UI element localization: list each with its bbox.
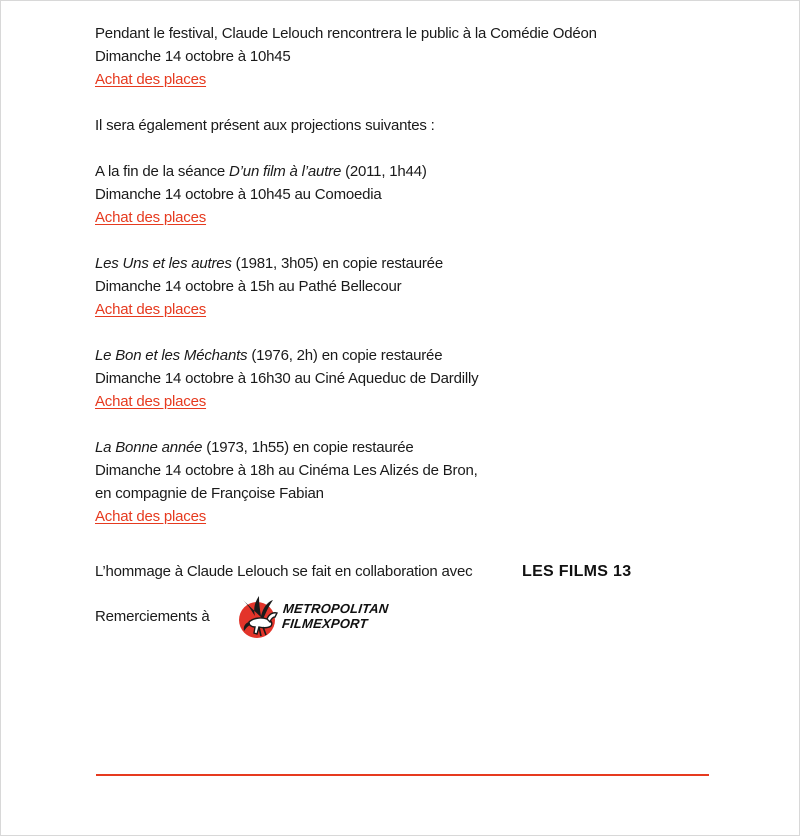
metropolitan-filmexport-logo xyxy=(233,592,413,648)
screening-2-when: Dimanche 14 octobre à 15h au Pathé Bellecour xyxy=(95,278,402,295)
collaboration-line xyxy=(95,560,735,583)
film-title: Le Bon et les Méchants xyxy=(95,347,248,364)
screening-4-title-line xyxy=(95,436,735,459)
also-present-text: Il sera également présent aux projections suivantes : xyxy=(95,117,435,134)
logo-text-line-1: METROPOLITAN xyxy=(282,601,390,616)
film-details: (2011, 1h44) xyxy=(341,163,427,180)
footer-divider xyxy=(96,774,709,776)
screening-3-title-line xyxy=(95,344,735,367)
screening-prefix: A la fin de la séance xyxy=(95,163,230,180)
buy-tickets-link-2[interactable]: Achat des places xyxy=(95,301,207,318)
film-title: La Bonne année xyxy=(95,439,203,456)
logo-text-line-2: FILMEXPORT xyxy=(281,616,369,631)
buy-tickets-link-intro[interactable]: Achat des places xyxy=(95,71,207,88)
screening-1-when: Dimanche 14 octobre à 10h45 au Comoedia xyxy=(95,186,382,203)
buy-tickets-link-4[interactable]: Achat des places xyxy=(95,508,207,525)
film-title: D’un film à l’autre xyxy=(229,163,342,180)
screening-4-extra: en compagnie de Françoise Fabian xyxy=(95,485,324,502)
buy-tickets-link-3[interactable]: Achat des places xyxy=(95,393,207,410)
intro-line-1: Pendant le festival, Claude Lelouch rencontrera le public à la Comédie Odéon xyxy=(95,25,597,42)
film-details: (1981, 3h05) en copie restaurée xyxy=(231,255,443,272)
thanks-line xyxy=(95,603,735,653)
film-title: Les Uns et les autres xyxy=(95,255,232,272)
screening-4-when: Dimanche 14 octobre à 18h au Cinéma Les Alizés de Bron, xyxy=(95,462,478,479)
les-films-13-logo: LES FILMS 13 xyxy=(522,563,632,580)
screening-2-title-line xyxy=(95,252,735,275)
film-details: (1973, 1h55) en copie restaurée xyxy=(202,439,414,456)
collaboration-text: L’hommage à Claude Lelouch se fait en collaboration avec xyxy=(95,563,473,580)
screening-3-when: Dimanche 14 octobre à 16h30 au Ciné Aqueduc de Dardilly xyxy=(95,370,479,387)
screening-1-title-line xyxy=(95,160,735,183)
article-body xyxy=(95,22,735,653)
intro-line-2: Dimanche 14 octobre à 10h45 xyxy=(95,48,291,65)
film-details: (1976, 2h) en copie restaurée xyxy=(247,347,443,364)
pegasus-icon xyxy=(233,592,289,648)
buy-tickets-link-1[interactable]: Achat des places xyxy=(95,209,207,226)
thanks-text: Remerciements à xyxy=(95,608,210,625)
